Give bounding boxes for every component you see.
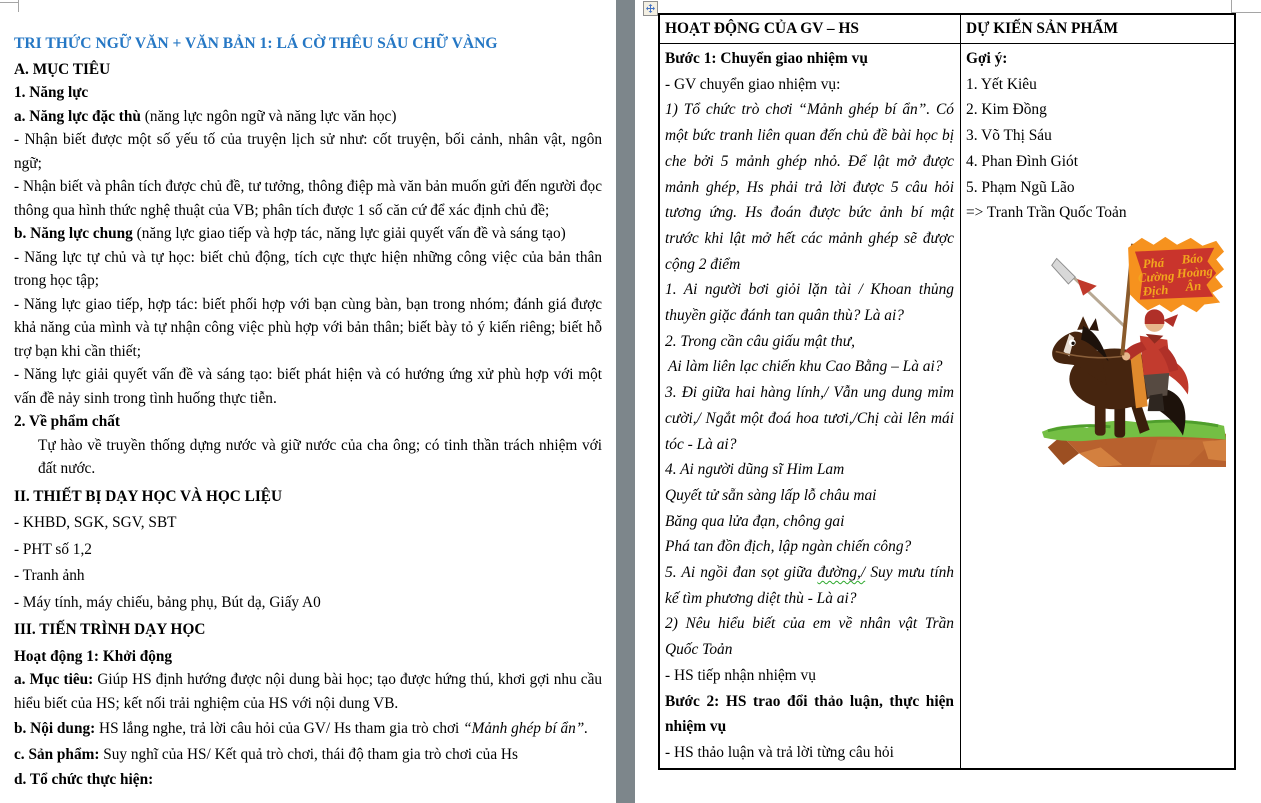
heading-muc-tieu[interactable]: A. MỤC TIÊU [14,60,111,78]
list-item[interactable]: - PHT số 1,2 [14,540,92,558]
page-left[interactable] [0,0,616,803]
list-item[interactable]: - Nhận biết và phân tích được chủ đề, tư tưởng, thông điệp mà văn bản muốn gửi đến người đọc thông qua hình thức nghệ thuật của VB; phân tích được 1 số căn cứ để xác định chủ đề; [14,178,602,219]
svg-text:Ân: Ân [1185,278,1202,294]
svg-text:Phá: Phá [1142,255,1165,272]
grammar-squiggle[interactable]: đường,/ [817,564,866,582]
list-item[interactable]: - Tranh ảnh [14,567,85,584]
answer-item[interactable]: 3. Võ Thị Sáu [966,127,1052,145]
answer-item[interactable]: 1. Yết Kiêu [966,75,1037,93]
svg-text:Báo: Báo [1181,251,1204,267]
cliff [1042,420,1226,467]
heading-thiet-bi[interactable]: II. THIẾT BỊ DẠY HỌC VÀ HỌC LIỆU [14,487,283,505]
list-item[interactable]: - Năng lực tự chủ và tự học: biết chủ động, tích cực thực hiện những công việc của bản thân trong học tập; [14,248,602,289]
answer-item[interactable]: 2. Kim Đồng [966,101,1047,119]
flag [1122,237,1224,355]
paragraph-chung[interactable]: b. Năng lực chung (năng lực giao tiếp và hợp tác, năng lực giải quyết vấn đề và sáng tạo) [14,225,566,242]
table-move-handle-icon[interactable] [643,1,658,16]
question-3[interactable]: 3. Đi giữa hai hàng lính,/ Vẫn ung dung mỉm cười,/ Ngắt một đoá hoa tươi,/Chị cài lên mái tóc - Là ai? [665,384,954,453]
question-2-cont[interactable]: Ai làm liên lạc chiến khu Cao Bằng – Là ai? [668,358,943,376]
question-4-line4[interactable]: Phá tan đồn địch, lập ngàn chiến công? [665,538,912,556]
list-item[interactable]: - KHBD, SGK, SGV, SBT [14,514,177,531]
paragraph[interactable]: - GV chuyển giao nhiệm vụ: [665,75,841,93]
question-5[interactable]: 5. Ai ngồi đan sọt giữa đường,/ Suy mưu tính kế tìm phương diệt thù - Là ai? [665,564,955,607]
expected-product-cell[interactable] [961,44,1236,769]
margin-crop-mark [1231,0,1232,12]
gv-hs-activity-cell[interactable] [659,44,961,769]
paragraph-dac-thu[interactable]: a. Năng lực đặc thù (năng lực ngôn ngữ và năng lực văn học) [14,107,397,125]
question-4-line2[interactable]: Quyết tử sẵn sàng lấp lỗ châu mai [665,486,877,504]
question-4-line3[interactable]: Băng qua lửa đạn, chông gai [665,512,845,530]
task-1[interactable]: 1) Tổ chức trò chơi “Mảnh ghép bí ẩn”. Có một bức tranh liên quan đến chủ đề bài học bị che bởi 5 mảnh ghép nhỏ. Để lật mở được mảnh ghép, Hs phải trả lời được 5 câu hỏi tương ứng. Hs đoán được bức ảnh bí mật trước khi lật mở hết các mảnh ghép sẽ được cộng 2 điểm [665,101,954,273]
paragraph-san-pham[interactable]: c. Sản phẩm: Suy nghĩ của HS/ Kết quả trò chơi, thái độ tham gia trò chơi của Hs [14,745,518,763]
move-cross-icon [646,4,655,13]
list-item[interactable]: - Năng lực giải quyết vấn đề và sáng tạo: biết phát hiện và có hướng ứng xử phù hợp với một vấn đề nảy sinh trong tình huống thực tiễn. [14,366,602,407]
question-2[interactable]: 2. Trong cần câu giấu mật thư, [665,332,855,350]
goi-y-heading[interactable]: Gợi ý: [966,50,1008,67]
step-2-heading[interactable]: Bước 2: HS trao đổi thảo luận, thực hiện nhiệm vụ [665,692,954,736]
paragraph-muc-tieu[interactable]: a. Mục tiêu: Giúp HS định hướng được nội dung bài học; tạo được hứng thú, khơi gợi nhu cầu hiểu biết của HS; kết nối trải nghiệm của HS với nội dung VB. [14,671,603,712]
paragraph-pham-chat[interactable]: Tự hào về truyền thống dựng nước và giữ nước của cha ông; có tinh thần trách nhiệm với đất nước. [38,436,602,477]
col-header-san-pham[interactable]: DỰ KIẾN SẢN PHẨM [961,14,1236,44]
table-row [659,44,1235,769]
list-item[interactable]: - Nhận biết được một số yếu tố của truyện lịch sử như: cốt truyện, bối cảnh, nhân vật, ngôn ngữ; [14,131,602,172]
lesson-title[interactable]: TRI THỨC NGỮ VĂN + VĂN BẢN 1: LÁ CỜ THÊU SÁU CHỮ VÀNG [14,35,498,52]
answer-item[interactable]: 4. Phan Đình Giót [966,152,1079,170]
headband [1145,309,1165,324]
col-header-gv-hs[interactable]: HOẠT ĐỘNG CỦA GV – HS [659,14,961,44]
heading-nang-luc[interactable]: 1. Năng lực [14,84,89,101]
table-header-row [659,14,1235,44]
list-item[interactable]: - Máy tính, máy chiếu, bảng phụ, Bút dạ, Giấy A0 [14,593,321,611]
paragraph-noi-dung[interactable]: b. Nội dung: HS lắng nghe, trả lời câu hỏi của GV/ Hs tham gia trò chơi “Mảnh ghép bí ẩn”. [14,720,589,737]
page-right[interactable] [635,0,1261,803]
spear [1052,258,1126,328]
paragraph[interactable]: - HS tiếp nhận nhiệm vụ [665,666,816,684]
question-4[interactable]: 4. Ai người dũng sĩ Him Lam [665,461,845,479]
question-1[interactable]: 1. Ai người bơi giỏi lặn tài / Khoan thủng thuyền giặc đánh tan quân thù? Là ai? [665,281,954,325]
step-1-heading[interactable]: Bước 1: Chuyển giao nhiệm vụ [665,50,868,67]
answer-conclusion[interactable]: => Tranh Trần Quốc Toản [966,204,1127,222]
document-body[interactable] [14,32,602,792]
svg-text:Địch: Địch [1142,282,1169,299]
task-2[interactable]: 2) Nêu hiểu biết của em về nhân vật Trần Quốc Toản [665,615,954,659]
paragraph[interactable]: - HS thảo luận và trả lời từng câu hỏi [665,743,894,761]
lesson-activity-table[interactable] [658,13,1236,770]
heading-tien-trinh[interactable]: III. TIẾN TRÌNH DẠY HỌC [14,621,206,638]
tran-quoc-toan-illustration[interactable] [1040,232,1226,467]
svg-text:Cường: Cường [1137,268,1175,286]
margin-crop-mark [18,0,19,12]
list-item[interactable]: - Năng lực giao tiếp, hợp tác: biết phối hợp với bạn cùng bàn, bạn trong nhóm; đánh giá được khả năng của mình và tự nhận công việc phù hợp với bản thân; biết bày tỏ ý kiến riêng; biết hỗ trợ bạn khi cần thiết; [14,295,602,360]
paragraph-to-chuc[interactable]: d. Tổ chức thực hiện: [14,771,154,788]
heading-pham-chat[interactable]: 2. Về phẩm chất [14,413,120,430]
heading-hoat-dong-1[interactable]: Hoạt động 1: Khởi động [14,647,173,665]
page-gap [616,0,635,803]
answer-item[interactable]: 5. Phạm Ngũ Lão [966,178,1075,196]
svg-text:Hoàng: Hoàng [1176,264,1214,281]
margin-crop-mark [0,2,18,3]
